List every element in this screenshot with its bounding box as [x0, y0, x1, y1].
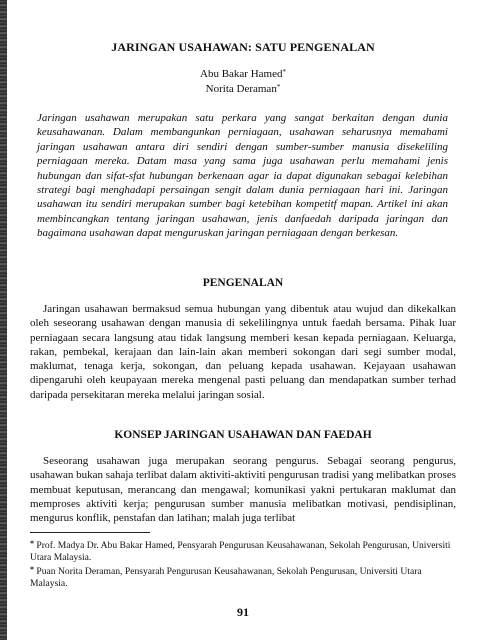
page-number: 91	[237, 605, 249, 619]
footnote-mark: *	[30, 539, 34, 548]
footnote-2	[30, 564, 456, 589]
footnotes	[30, 538, 456, 590]
author-name: Abu Bakar Hamed	[200, 68, 283, 80]
abstract: Jaringan usahawan merupakan satu perkara yang sangat berkaitan dengan dunia keusahawanan. Dalam membangunkan perniagaan, usahawan seharusnya memahami jaringan usahawan antara diri sendiri dengan sumber-sumber manusia disekeliling perniagaan mereka. Datam masa yang sama juga usahawan perlu memahami jenis hubungan dan sifat-sfat hubungan berkenaan agar ia dapat digunakan sebagai kelebihan strategi bagi menghadapi persaingan sengit dalam dunia perniagaan hari ini. Jaringan usahawan itu sendiri merupakan sumber bagi ketebihan kompetitf mapan. Artikel ini akan membincangkan tentang jaringan usahawan, jenis danfaedah daripada jaringan dan bagaimana usahawan dapat menguruskan jaringan perniagaan dengan berkesan.	[37, 112, 448, 240]
section-heading-pengenalan: PENGENALAN	[202, 277, 284, 289]
footnote-mark: *	[30, 565, 34, 575]
author-name: Norita Deraman	[205, 83, 277, 95]
body-paragraph-pengenalan: Jaringan usahawan bermaksud semua hubungan yang dibentuk atau wujud dan dikekalkan oleh seseorang usahawan dengan manusia di sekelilingnya untuk faedah bersama. Pihak luar perniagaan secara langsung atau tidak langsung memberi kesan kepada perniagaan. Keluarga, rakan, pembekal, kerajaan dan lain-lain akan memberi sokongan dari segi sumber modal, maklumat, tenaga kerja, sokongan, dan peluang kepada usahawan. Kejayaan usahawan dipengaruhi oleh keupayaan mereka mengenal pasti peluang dan mendapatkan sumber terhad daripada persekitaran mereka melalui jaringan sosial.	[30, 303, 456, 401]
footnote-1	[30, 538, 456, 563]
section-heading-konsep: KONSEP JARINGAN USAHAWAN DAN FAEDAH	[114, 429, 372, 441]
scan-edge-shadow	[0, 0, 7, 640]
footnote-text: Puan Norita Deraman, Pensyarah Pengurusan Keusahawanan, Sekolah Pengurusan, Universiti Utara Malaysia.	[30, 566, 422, 589]
author-block	[30, 66, 456, 96]
footnote-rule	[30, 532, 150, 533]
author-mark: *	[276, 83, 281, 91]
author-1	[30, 66, 456, 81]
paper-title: JARINGAN USAHAWAN: SATU PENGENALAN	[111, 40, 375, 54]
footnote-text: Prof. Madya Dr. Abu Bakar Hamed, Pensyarah Pengurusan Keusahawanan, Sekolah Pengurusan, Universiti Utara Malaysia.	[30, 540, 451, 563]
author-2	[30, 81, 456, 96]
author-mark: *	[282, 68, 286, 76]
body-paragraph-konsep: Seseorang usahawan juga merupakan seorang pengurus. Sebagai seorang pengurus, usahawan bukan sahaja terlibat dalam aktiviti-aktiviti pengurusan tradisi yang melibatkan proses membuat keputusan, merancang dan mengawal; komunikasi yakni pertukaran maklumat dan memproses aktiviti kerja; pengurusan sumber manusia melibatkan motivasi, pendisiplinan, mengurus konflik, penstafan dan latihan; malah juga terlibat	[30, 455, 456, 525]
